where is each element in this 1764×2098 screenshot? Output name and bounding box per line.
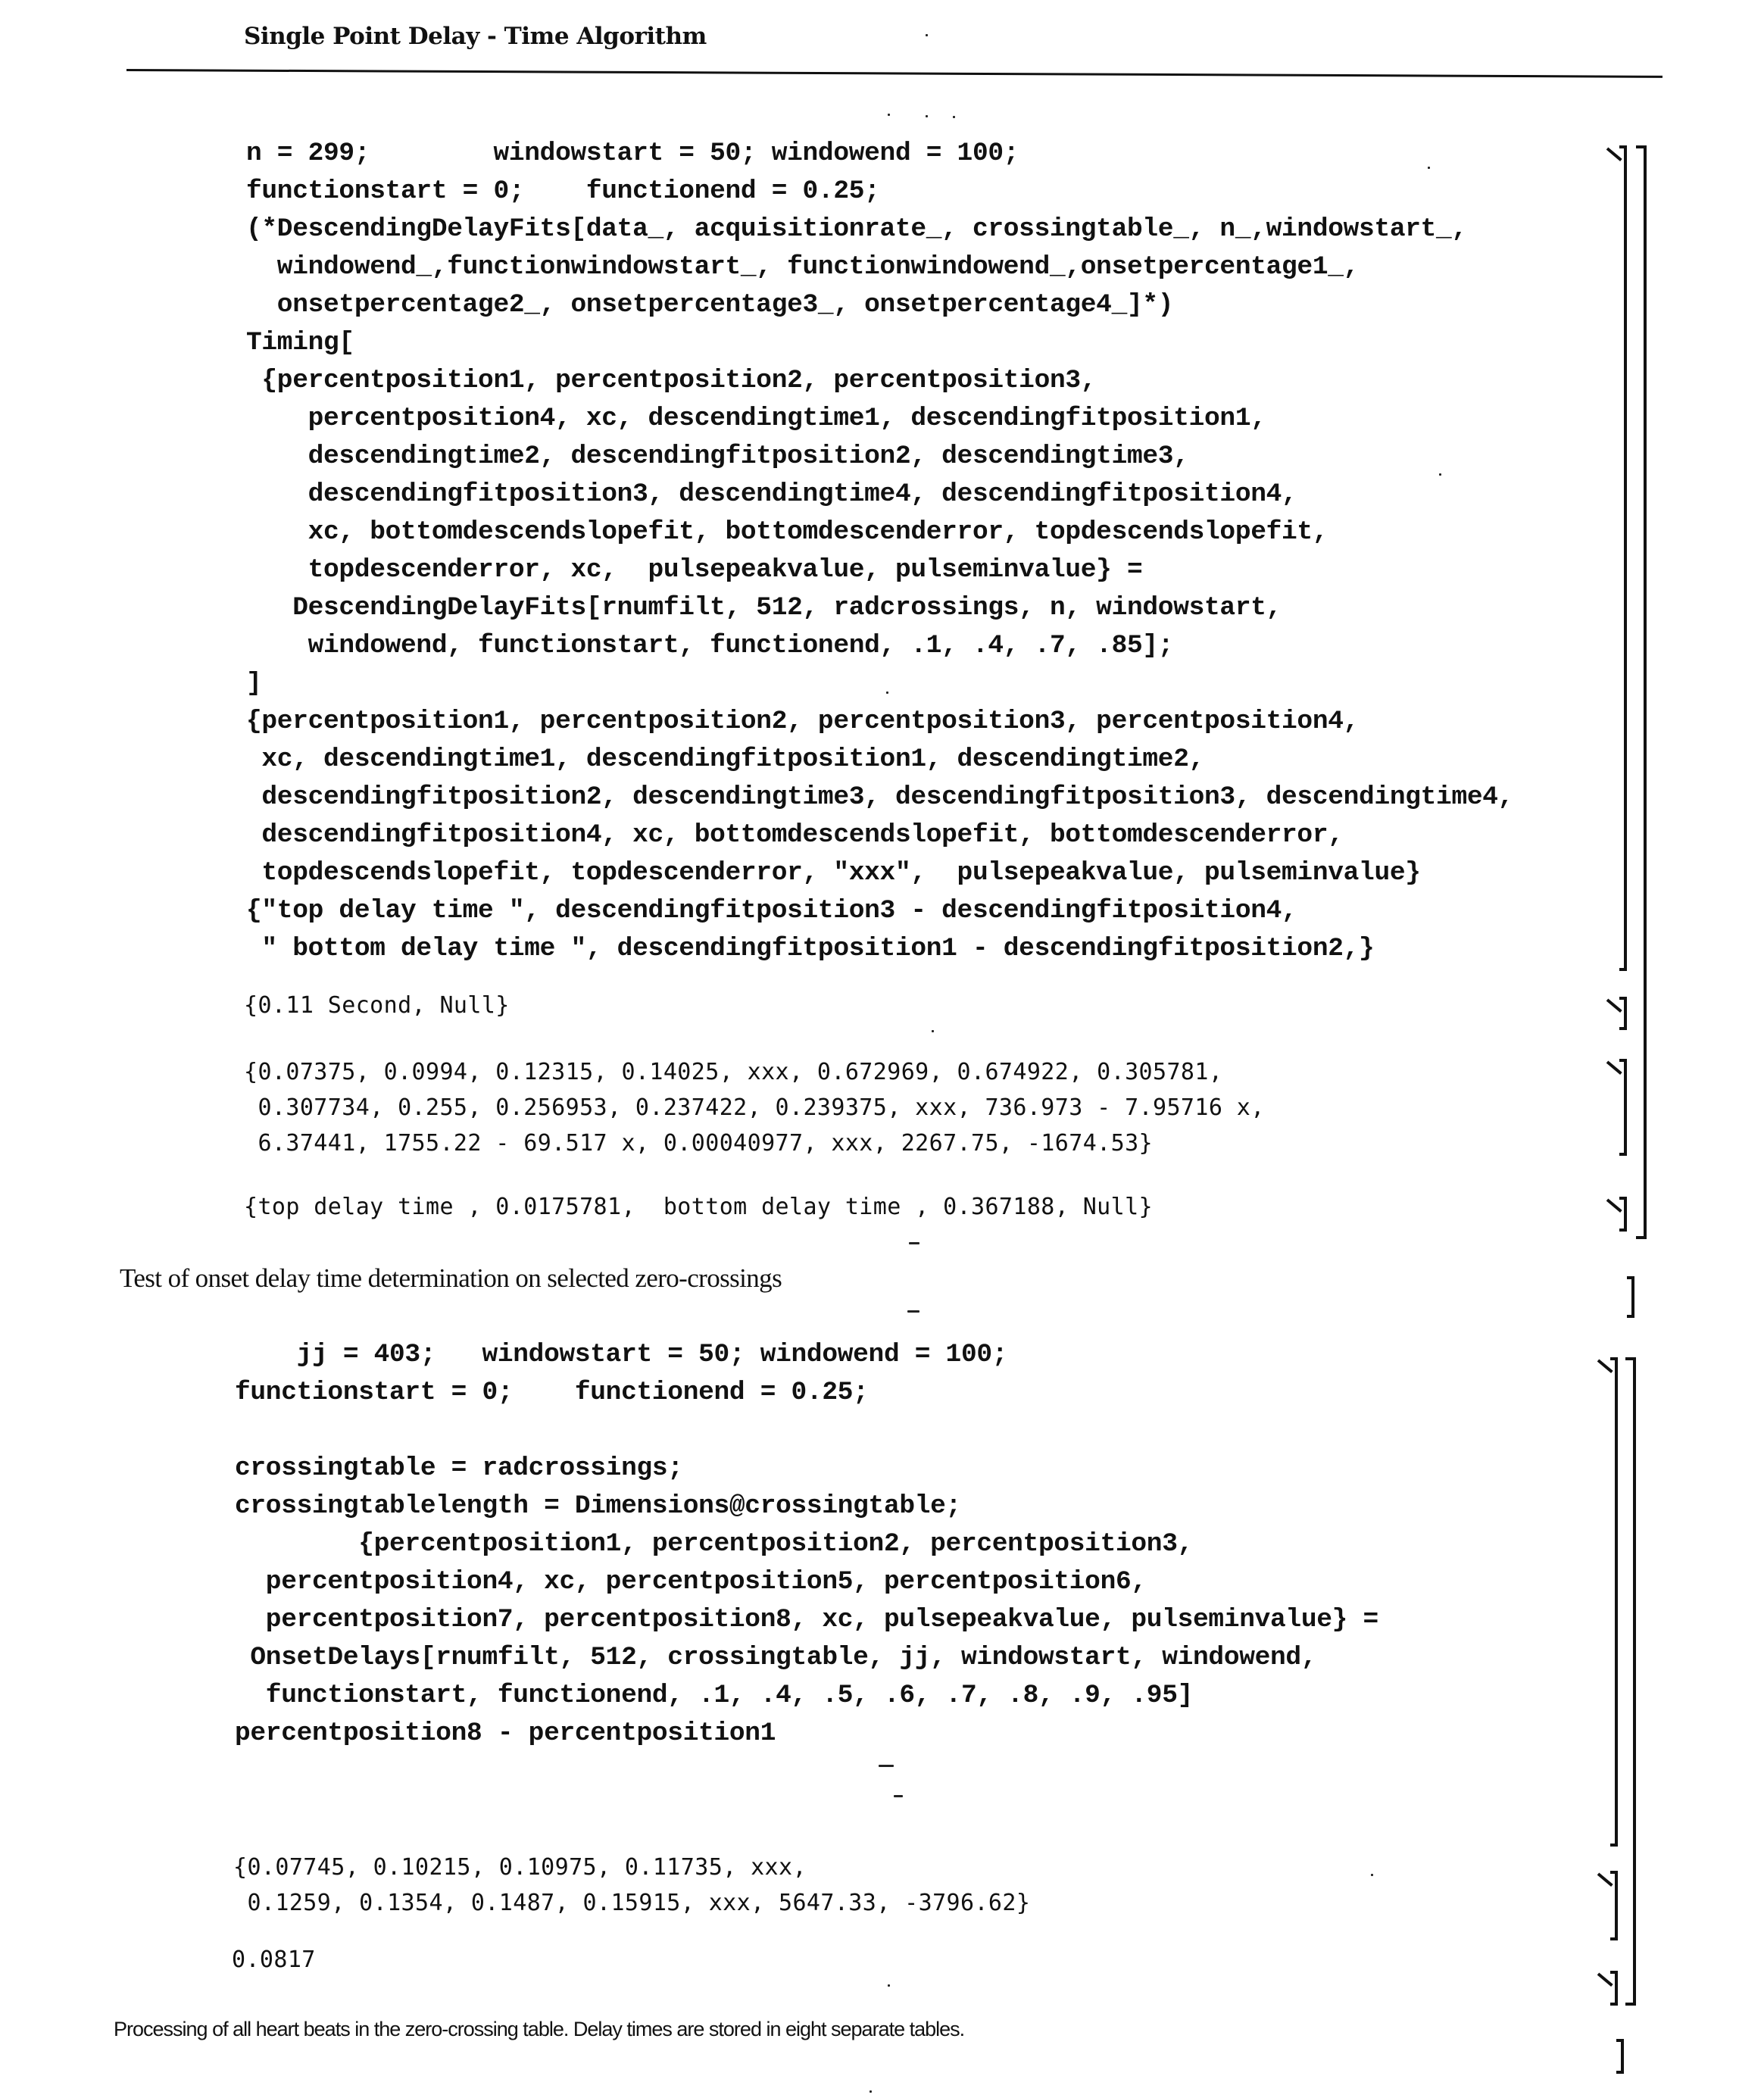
code-line: percentposition7, percentposition8, xc, pulsepeakvalue, pulseminvalue} = — [235, 1605, 1378, 1634]
page-header-title: Single Point Delay - Time Algorithm — [244, 23, 707, 50]
scan-speck — [879, 1765, 894, 1767]
code-line: {percentposition1, percentposition2, percentposition3, percentposition4, — [246, 707, 1360, 736]
code-line: {percentposition1, percentposition2, percentposition3, — [246, 366, 1097, 395]
input-cell-onset-delays[interactable] — [235, 1336, 1378, 1753]
scan-speck — [926, 34, 928, 36]
output-line: {top delay time , 0.0175781, bottom delay time , 0.367188, Null} — [244, 1194, 1153, 1220]
scan-speck — [888, 1984, 890, 1987]
scan-speck — [953, 116, 955, 118]
output-line: 0.0817 — [232, 1947, 316, 1973]
output-line: 6.37441, 1755.22 - 69.517 x, 0.00040977, xxx, 2267.75, -1674.53} — [244, 1130, 1153, 1157]
cell-group-bracket[interactable] — [1636, 145, 1647, 1239]
code-line: ] — [246, 669, 262, 698]
code-line — [235, 1412, 1378, 1450]
cell-bracket-output[interactable] — [1619, 1197, 1627, 1232]
code-line: crossingtable = radcrossings; — [235, 1453, 683, 1483]
code-line: {"top delay time ", descendingfitposition3 - descendingfitposition4, — [246, 896, 1297, 926]
scan-speck — [907, 1310, 919, 1313]
scan-speck — [894, 1795, 903, 1797]
code-line: jj = 403; windowstart = 50; windowend = 100; — [235, 1340, 1008, 1369]
text-cell-onset-test[interactable]: Test of onset delay time determination on selected zero-crossings — [120, 1263, 782, 1293]
cell-bracket-input[interactable] — [1610, 1357, 1618, 1847]
code-line: (*DescendingDelayFits[data_, acquisitionrate_, crossingtable_, n_,windowstart_, — [246, 214, 1467, 244]
code-line: {percentposition1, percentposition2, percentposition3, — [235, 1529, 1194, 1559]
output-cell-onset-values[interactable] — [233, 1850, 1030, 1921]
cell-group-bracket[interactable] — [1625, 1357, 1636, 2006]
code-line: topdescendslopefit, topdescenderror, "xxx", pulsepeakvalue, pulseminvalue} — [246, 858, 1421, 888]
output-line: 0.307734, 0.255, 0.256953, 0.237422, 0.239375, xxx, 736.973 - 7.95716 x, — [244, 1094, 1265, 1121]
code-line: n = 299; windowstart = 50; windowend = 100; — [246, 139, 1019, 168]
output-line: {0.07375, 0.0994, 0.12315, 0.14025, xxx, 0.672969, 0.674922, 0.305781, — [244, 1059, 1223, 1085]
input-cell-descending-delay-fits[interactable] — [246, 135, 1513, 968]
scan-speck — [1428, 167, 1430, 169]
scan-speck — [932, 1030, 934, 1032]
output-line: 0.1259, 0.1354, 0.1487, 0.15915, xxx, 5647.33, -3796.62} — [233, 1890, 1031, 1916]
code-line: percentposition8 - percentposition1 — [235, 1719, 776, 1748]
output-cell-delays[interactable] — [244, 1189, 1153, 1225]
code-line: " bottom delay time ", descendingfitposition1 - descendingfitposition2,} — [246, 934, 1375, 963]
code-line: topdescenderror, xc, pulsepeakvalue, pulseminvalue} = — [246, 555, 1143, 585]
scan-speck — [870, 2090, 872, 2093]
output-cell-values[interactable] — [244, 1054, 1265, 1161]
code-line: xc, bottomdescendslopefit, bottomdescenderror, topdescendslopefit, — [246, 517, 1328, 547]
scan-speck — [909, 1242, 919, 1244]
output-cell-timing[interactable] — [244, 988, 510, 1023]
code-line: xc, descendingtime1, descendingfitposition1, descendingtime2, — [246, 745, 1205, 774]
cell-bracket-text[interactable] — [1627, 1276, 1634, 1318]
cell-bracket-input[interactable] — [1619, 145, 1627, 971]
output-line: {0.11 Second, Null} — [244, 992, 510, 1019]
cell-bracket-text[interactable] — [1616, 2039, 1624, 2074]
scan-speck — [926, 115, 928, 117]
code-line: functionstart = 0; functionend = 0.25; — [246, 176, 880, 206]
code-line: descendingfitposition3, descendingtime4, descendingfitposition4, — [246, 479, 1297, 509]
code-line: crossingtablelength = Dimensions@crossingtable; — [235, 1491, 961, 1521]
code-line: percentposition4, xc, percentposition5, percentposition6, — [235, 1567, 1147, 1597]
code-line: OnsetDelays[rnumfilt, 512, crossingtable, jj, windowstart, windowend, — [235, 1643, 1317, 1672]
code-line: windowend, functionstart, functionend, .1, .4, .7, .85]; — [246, 631, 1174, 660]
code-line: descendingfitposition2, descendingtime3, descendingfitposition3, descendingtime4, — [246, 782, 1514, 812]
scan-speck — [1371, 1874, 1373, 1876]
code-line: functionstart = 0; functionend = 0.25; — [235, 1378, 869, 1407]
cell-bracket-output[interactable] — [1610, 1871, 1618, 1940]
cell-bracket-output[interactable] — [1619, 1059, 1627, 1156]
header-divider — [126, 69, 1663, 78]
scan-speck — [888, 114, 890, 116]
code-line: onsetpercentage2_, onsetpercentage3_, onsetpercentage4_]*) — [246, 290, 1174, 320]
code-line: DescendingDelayFits[rnumfilt, 512, radcrossings, n, windowstart, — [246, 593, 1282, 623]
output-cell-difference[interactable] — [232, 1942, 316, 1978]
code-line: Timing[ — [246, 328, 354, 357]
code-line: descendingfitposition4, xc, bottomdescendslopefit, bottomdescenderror, — [246, 820, 1344, 850]
scan-speck — [1439, 473, 1441, 476]
code-line: windowend_,functionwindowstart_, functionwindowend_,onsetpercentage1_, — [246, 252, 1360, 282]
cell-bracket-output[interactable] — [1619, 997, 1627, 1030]
code-line: percentposition4, xc, descendingtime1, descendingfitposition1, — [246, 404, 1266, 433]
cell-bracket-output[interactable] — [1610, 1971, 1618, 2006]
code-line: functionstart, functionend, .1, .4, .5, .6, .7, .8, .9, .95] — [235, 1681, 1194, 1710]
scan-speck — [886, 692, 888, 694]
text-cell-processing-note[interactable]: Processing of all heart beats in the zero-crossing table. Delay times are stored in eight separate tables. — [114, 2018, 965, 2040]
code-line: descendingtime2, descendingfitposition2, descendingtime3, — [246, 442, 1189, 471]
output-line: {0.07745, 0.10215, 0.10975, 0.11735, xxx, — [233, 1854, 807, 1881]
